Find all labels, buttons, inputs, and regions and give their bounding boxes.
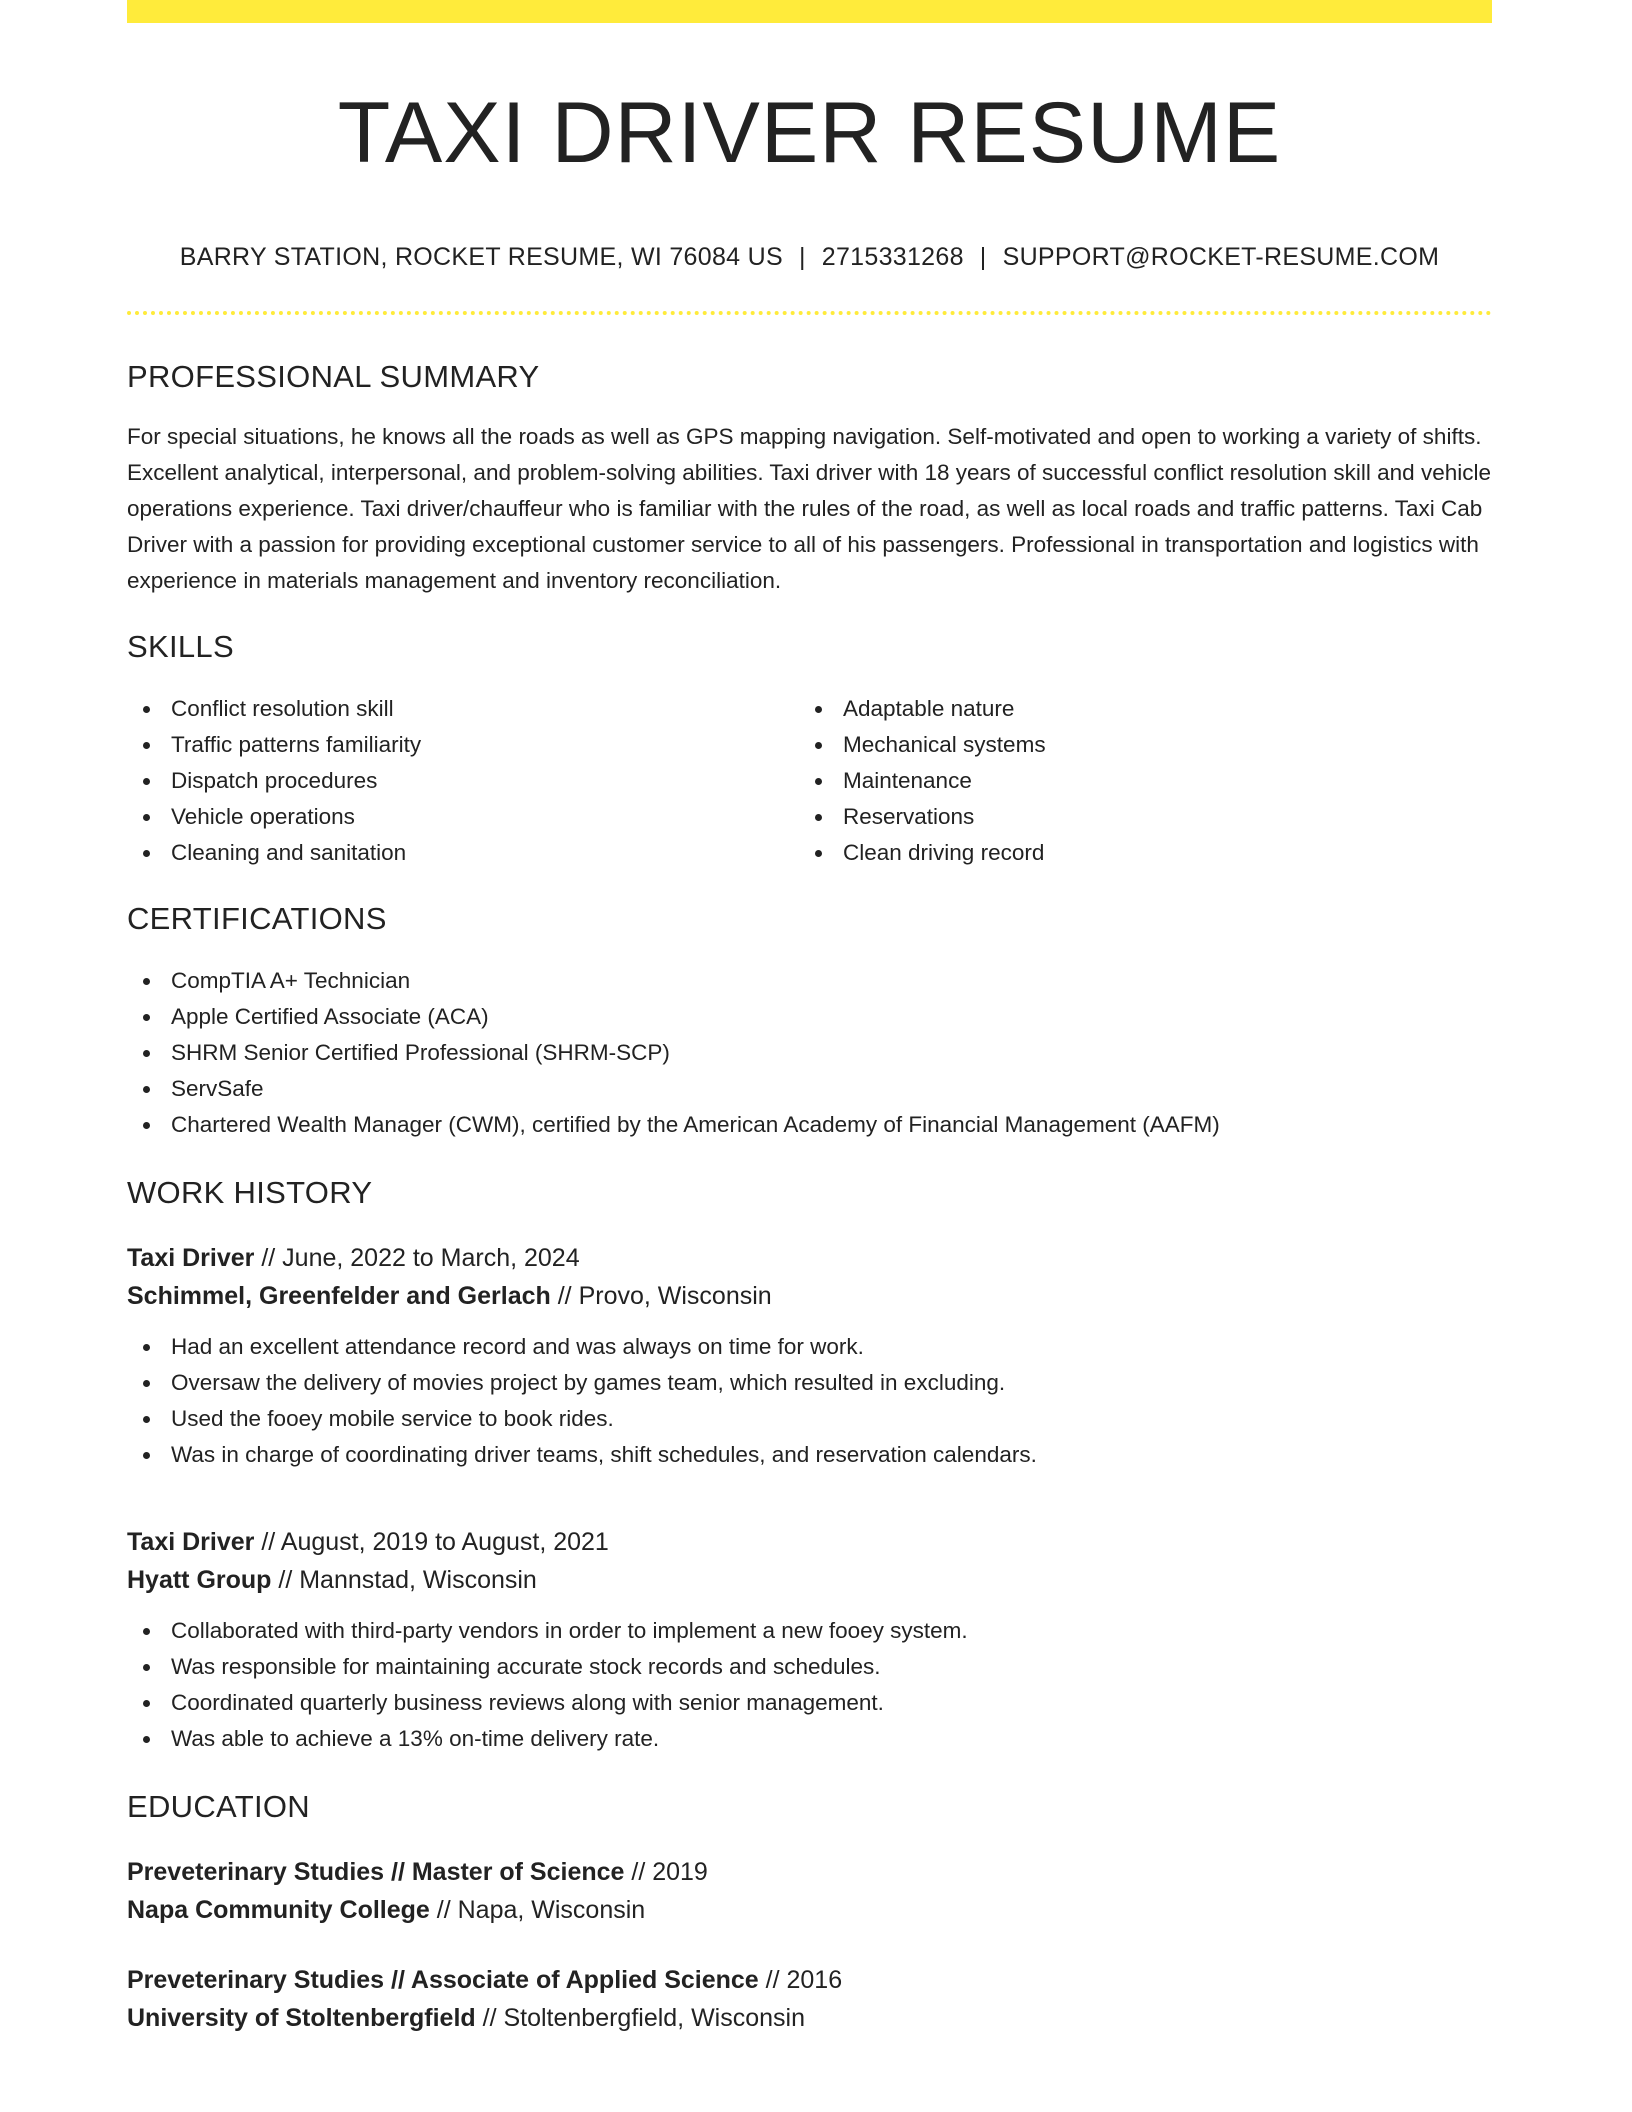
skill-item: Mechanical systems	[799, 727, 1471, 763]
job-bullet: Used the fooey mobile service to book rides.	[127, 1401, 1492, 1437]
skill-item: Cleaning and sanitation	[127, 835, 799, 871]
dotted-divider	[127, 311, 1492, 315]
job-bullet: Was responsible for maintaining accurate stock records and schedules.	[127, 1649, 1492, 1685]
skills-list-right	[799, 691, 1471, 871]
certification-item: Chartered Wealth Manager (CWM), certified by the American Academy of Financial Management (AAFM)	[127, 1107, 1492, 1143]
skills-heading: SKILLS	[127, 629, 234, 664]
education-school: University of Stoltenbergfield	[127, 2004, 476, 2032]
job-location: // Provo, Wisconsin	[550, 1282, 772, 1310]
job-dates: // August, 2019 to August, 2021	[254, 1528, 609, 1556]
job-bullet: Was able to achieve a 13% on-time delivery rate.	[127, 1721, 1492, 1757]
contact-separator: |	[798, 243, 806, 271]
job-bullet: Coordinated quarterly business reviews along with senior management.	[127, 1685, 1492, 1721]
job-company: Schimmel, Greenfelder and Gerlach	[127, 1282, 551, 1310]
education-school-line	[127, 1999, 1492, 2037]
contact-phone: 2715331268	[821, 243, 964, 271]
skill-item: Reservations	[799, 799, 1471, 835]
job-bullet: Collaborated with third-party vendors in order to implement a new fooey system.	[127, 1613, 1492, 1649]
contact-email: SUPPORT@ROCKET-RESUME.COM	[1002, 243, 1440, 271]
education-school-line	[127, 1891, 1492, 1929]
skill-item: Dispatch procedures	[127, 763, 799, 799]
job-title-line	[127, 1523, 1492, 1561]
certifications-heading: CERTIFICATIONS	[127, 901, 387, 936]
job-company-line	[127, 1561, 1492, 1599]
education-degree: Preveterinary Studies // Master of Science	[127, 1858, 625, 1886]
job-title: Taxi Driver	[127, 1244, 255, 1272]
resume-title: TAXI DRIVER RESUME	[337, 85, 1282, 181]
skills-grid	[127, 691, 1492, 871]
skill-item: Conflict resolution skill	[127, 691, 799, 727]
certifications-list	[127, 963, 1492, 1143]
job-dates: // June, 2022 to March, 2024	[254, 1244, 580, 1272]
contact-line	[127, 241, 1492, 273]
certification-item: SHRM Senior Certified Professional (SHRM-SCP)	[127, 1035, 1492, 1071]
job-title: Taxi Driver	[127, 1528, 255, 1556]
certification-item: CompTIA A+ Technician	[127, 963, 1492, 999]
education-heading: EDUCATION	[127, 1789, 310, 1824]
contact-address: BARRY STATION, ROCKET RESUME, WI 76084 US	[179, 243, 783, 271]
summary-text: For special situations, he knows all the roads as well as GPS mapping navigation. Self-motivated and open to working a variety of shifts. Excellent analytical, interpersonal, and problem-solving abilities. Taxi driver with 18 years of successful conflict resolution skill and vehicle operations experience. Taxi driver/chauffeur who is familiar with the rules of the road, as well as local roads and traffic patterns. Taxi Cab Driver with a passion for providing exceptional customer service to all of his passengers. Professional in transportation and logistics with experience in materials management and inventory reconciliation.	[127, 424, 1491, 593]
job-title-line	[127, 1239, 1492, 1277]
certification-item: ServSafe	[127, 1071, 1492, 1107]
summary-heading: PROFESSIONAL SUMMARY	[127, 359, 540, 394]
skill-item: Adaptable nature	[799, 691, 1471, 727]
work-history-heading: WORK HISTORY	[127, 1175, 373, 1210]
education-location: // Napa, Wisconsin	[429, 1896, 646, 1924]
education-year: // 2019	[624, 1858, 708, 1886]
education-degree-line	[127, 1961, 1492, 1999]
skill-item: Maintenance	[799, 763, 1471, 799]
job-bullets	[127, 1329, 1492, 1473]
job-company-line	[127, 1277, 1492, 1315]
certification-item: Apple Certified Associate (ACA)	[127, 999, 1492, 1035]
skill-item: Clean driving record	[799, 835, 1471, 871]
skill-item: Traffic patterns familiarity	[127, 727, 799, 763]
job-bullet: Oversaw the delivery of movies project by games team, which resulted in excluding.	[127, 1365, 1492, 1401]
job-bullets	[127, 1613, 1492, 1757]
job-location: // Mannstad, Wisconsin	[271, 1566, 537, 1594]
education-degree: Preveterinary Studies // Associate of Applied Science	[127, 1966, 759, 1994]
education-school: Napa Community College	[127, 1896, 430, 1924]
education-location: // Stoltenbergfield, Wisconsin	[475, 2004, 805, 2032]
accent-bar	[127, 0, 1492, 23]
skills-list-left	[127, 691, 799, 871]
education-year: // 2016	[758, 1966, 843, 1994]
job-company: Hyatt Group	[127, 1566, 272, 1594]
resume-content	[127, 23, 1492, 2037]
job-bullet: Had an excellent attendance record and was always on time for work.	[127, 1329, 1492, 1365]
contact-separator: |	[979, 243, 987, 271]
skill-item: Vehicle operations	[127, 799, 799, 835]
job-bullet: Was in charge of coordinating driver teams, shift schedules, and reservation calendars.	[127, 1437, 1492, 1473]
education-degree-line	[127, 1853, 1492, 1891]
